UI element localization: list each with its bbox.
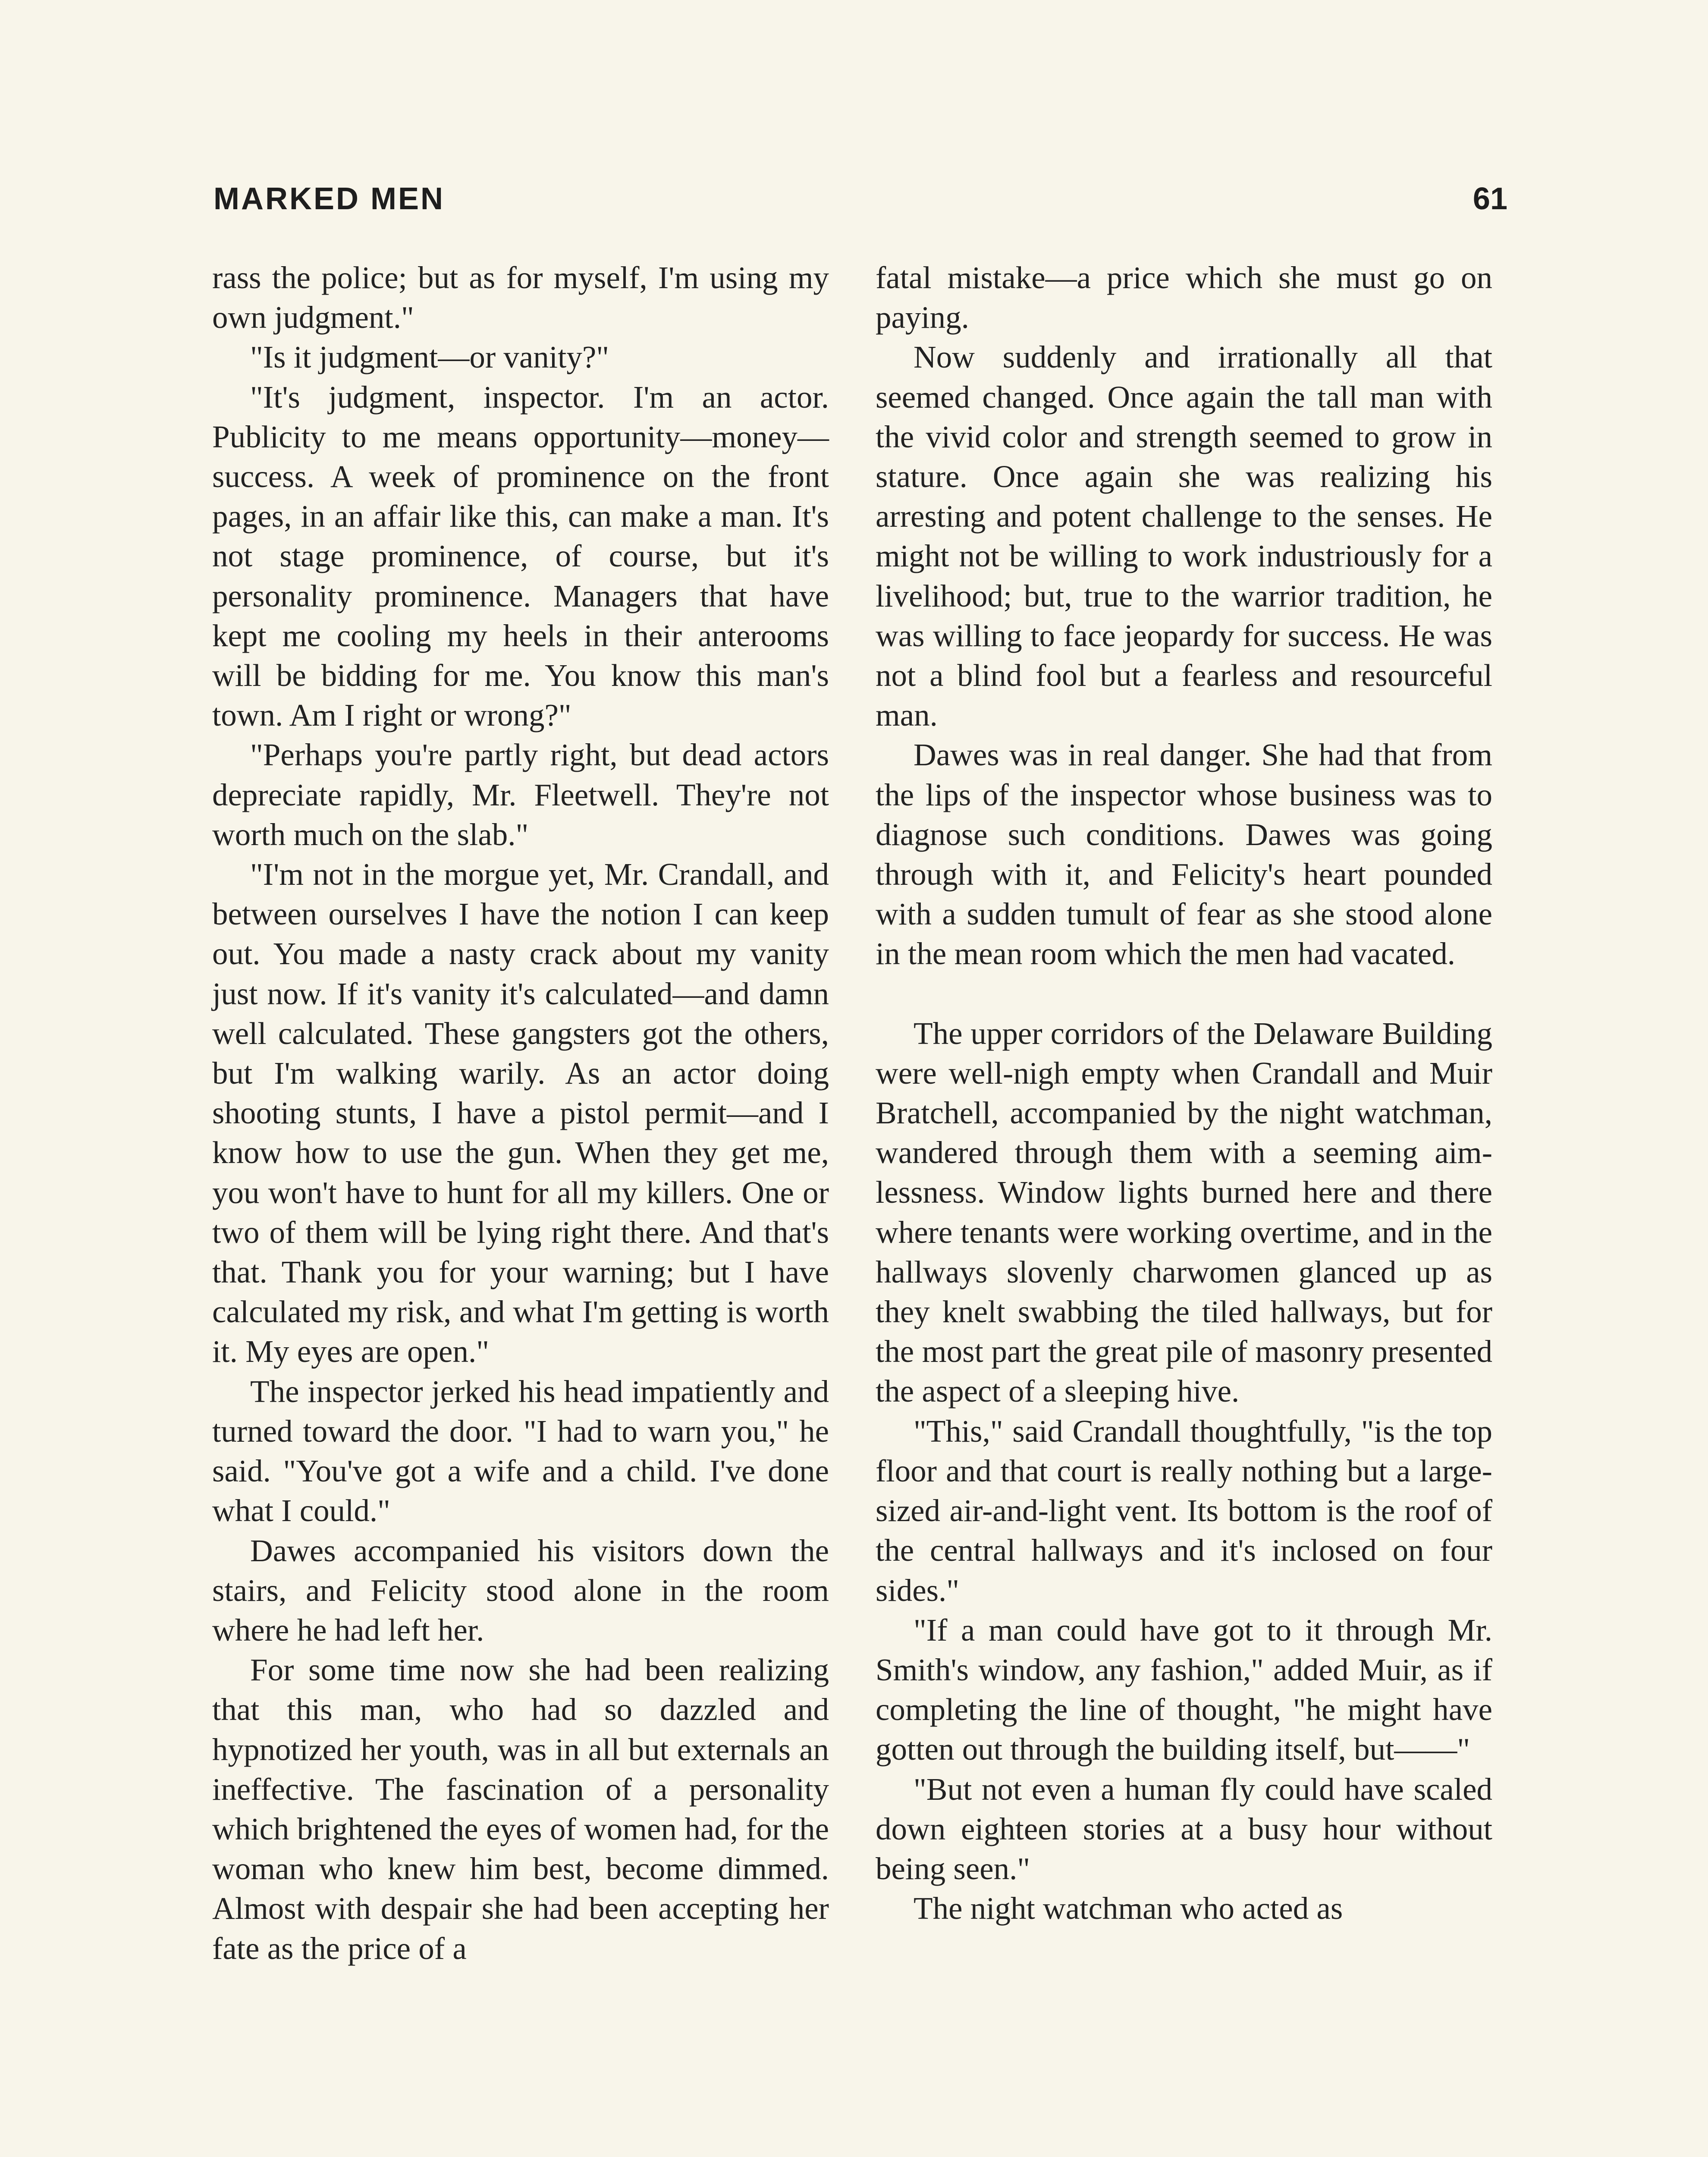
right-column bbox=[876, 258, 1492, 1928]
paragraph: rass the police; but as for myself, I'm using my own judgment." bbox=[212, 260, 829, 335]
paragraph: The upper corridors of the Delaware Building were well-nigh empty when Crandall and Muir Bratchell, accompanied by the night watchman, wandered through them with a seeming aimlessness. Window lights burned here and there where tenants were working overtime, and in the hallways slovenly charwomen glanced up as they knelt swabbing the tiled hallways, but for the most part the great pile of masonry presented the aspect of a sleeping hive. bbox=[876, 1016, 1492, 1409]
paragraph: The inspector jerked his head impatiently and turned toward the door. "I had to warn you," he said. "You've got a wife and a child. I've done what I could." bbox=[212, 1374, 829, 1528]
paragraph: Dawes accompanied his visitors down the stairs, and Felicity stood alone in the room where he had left her. bbox=[212, 1533, 829, 1648]
left-column bbox=[212, 258, 829, 1968]
paragraph: "I'm not in the morgue yet, Mr. Crandall, and between ourselves I have the notion I can keep out. You made a nasty crack about my vanity just now. If it's vanity it's calculated—and damn well calculated. These gangsters got the others, but I'm walking warily. As an actor doing shooting stunts, I have a pistol permit—and I know how to use the gun. When they get me, you won't have to hunt for all my killers. One or two of them will be lying right there. And that's that. Thank you for your warning; but I have calculated my risk, and what I'm getting is worth it. My eyes are open." bbox=[212, 857, 829, 1369]
paragraph: "But not even a human fly could have scaled down eighteen stories at a busy hour without being seen." bbox=[876, 1771, 1492, 1886]
page-number: 61 bbox=[1473, 182, 1507, 216]
paragraph: "It's judgment, inspector. I'm an actor. Publicity to me means opportunity—money—success. A week of prominence on the front pages, in an affair like this, can make a man. It's not stage prominence, of course, but it's personality prominence. Managers that have kept me cooling my heels in their anterooms will be bidding for me. You know this man's town. Am I right or wrong?" bbox=[212, 379, 829, 733]
paragraph: "Perhaps you're partly right, but dead actors depreciate rapidly, Mr. Fleetwell. They're not worth much on the slab." bbox=[212, 737, 829, 852]
running-head: MARKED MEN bbox=[214, 182, 445, 216]
paragraph: "This," said Crandall thoughtfully, "is the top floor and that court is really nothing but a large-sized air-and-light vent. Its bottom is the roof of the central hallways and it's inclosed on four sides." bbox=[876, 1413, 1492, 1608]
paragraph: Now suddenly and irrationally all that seemed changed. Once again the tall man with the vivid color and strength seemed to grow in stature. Once again she was realizing his arresting and potent challenge to the senses. He might not be willing to work industriously for a livelihood; but, true to the warrior tradition, he was willing to face jeopardy for success. He was not a blind fool but a fearless and resourceful man. bbox=[876, 340, 1492, 733]
paragraph: "If a man could have got to it through Mr. Smith's window, any fashion," added Muir, as if completing the line of thought, "he might have gotten out through the building itself, but——" bbox=[876, 1612, 1492, 1767]
paragraph: The night watchman who acted as bbox=[914, 1891, 1343, 1926]
paragraph: Dawes was in real danger. She had that from the lips of the inspector whose business was to diagnose such conditions. Dawes was going through with it, and Felicity's heart pounded with a sudden tumult of fear as she stood alone in the mean room which the men had vacated. bbox=[876, 737, 1492, 972]
paragraph: fatal mistake—a price which she must go on paying. bbox=[876, 260, 1492, 335]
page-header bbox=[214, 181, 1507, 233]
paragraph: "Is it judgment—or vanity?" bbox=[250, 340, 609, 375]
paragraph: For some time now she had been realizing that this man, who had so dazzled and hypnotized her youth, was in all but externals an ineffective. The fascination of a personality which brightened the eyes of women had, for the woman who knew him best, become dimmed. Almost with despair she had been accepting her fate as the price of a bbox=[212, 1652, 829, 1966]
section-break bbox=[876, 974, 1492, 1014]
